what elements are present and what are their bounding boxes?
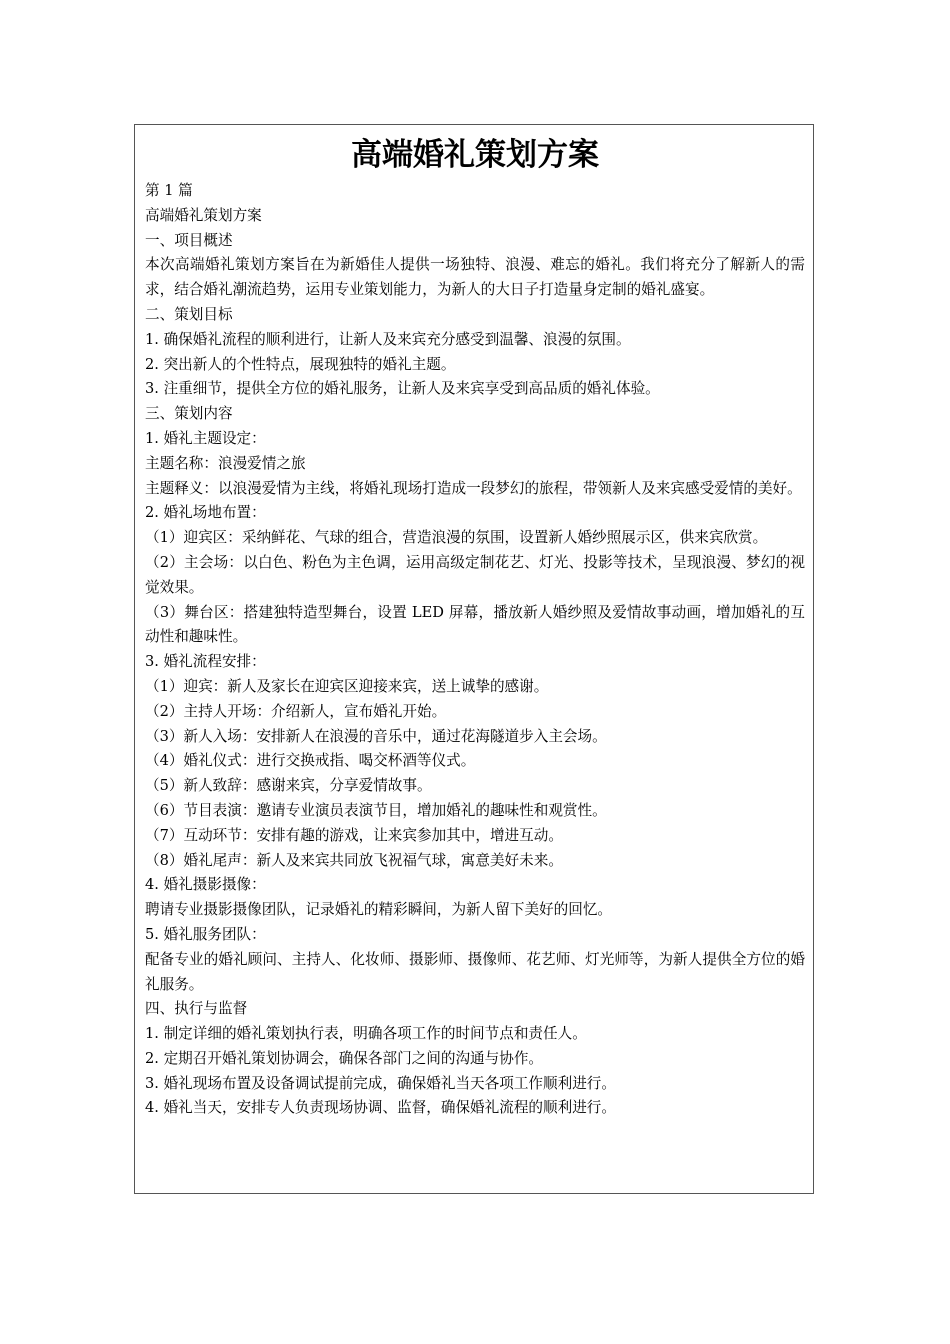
body-paragraph: （3）舞台区：搭建独特造型舞台，设置 LED 屏幕，播放新人婚纱照及爱情故事动画，增加婚礼的互动性和趣味性。 — [145, 603, 805, 646]
body-line: 聘请专业摄影摄像团队，记录婚礼的精彩瞬间，为新人留下美好的回忆。 — [145, 901, 613, 919]
body-paragraph: （2）主会场：以白色、粉色为主色调，运用高级定制花艺、灯光、投影等技术，呈现浪漫、梦幻的视觉效果。 — [145, 553, 805, 596]
body-line: （8）婚礼尾声：新人及来宾共同放飞祝福气球，寓意美好未来。 — [145, 851, 563, 869]
body-line: 5. 婚礼服务团队： — [145, 925, 266, 943]
body-paragraph: （1）迎宾区：采纳鲜花、气球的组合，营造浪漫的氛围，设置新人婚纱照展示区，供来宾欣赏。 — [145, 529, 768, 547]
body-line: 主题名称：浪漫爱情之旅 — [145, 454, 306, 472]
body-line: 3. 注重细节，提供全方位的婚礼服务，让新人及来宾享受到高品质的婚礼体验。 — [145, 380, 660, 398]
body-line: 1. 确保婚礼流程的顺利进行，让新人及来宾充分感受到温馨、浪漫的氛围。 — [145, 330, 631, 348]
body-line: （7）互动环节：安排有趣的游戏，让来宾参加其中，增进互动。 — [145, 826, 563, 844]
body-line: 3. 婚礼现场布置及设备调试提前完成，确保婚礼当天各项工作顺利进行。 — [145, 1074, 616, 1092]
body-paragraph: 配备专业的婚礼顾问、主持人、化妆师、摄影师、摄像师、花艺师、灯光师等，为新人提供全方位的婚礼服务。 — [145, 950, 805, 993]
body-line: 4. 婚礼当天，安排专人负责现场协调、监督，确保婚礼流程的顺利进行。 — [145, 1099, 616, 1117]
body-line: 2. 定期召开婚礼策划协调会，确保各部门之间的沟通与协作。 — [145, 1049, 544, 1067]
body-line: 三、策划内容 — [145, 405, 233, 423]
body-line: 3. 婚礼流程安排： — [145, 653, 266, 671]
body-line: 2. 婚礼场地布置： — [145, 504, 266, 522]
body-line: 高端婚礼策划方案 — [145, 206, 262, 224]
body-line: 第 1 篇 — [145, 182, 193, 199]
document-body — [145, 179, 805, 1121]
body-line: 二、策划目标 — [145, 305, 233, 323]
body-line: （5）新人致辞：感谢来宾，分享爱情故事。 — [145, 777, 432, 795]
body-line: （6）节目表演：邀请专业演员表演节目，增加婚礼的趣味性和观赏性。 — [145, 801, 607, 819]
body-paragraph: 主题释义：以浪漫爱情为主线，将婚礼现场打造成一段梦幻的旅程，带领新人及来宾感受爱情的美好。 — [145, 479, 802, 497]
body-line: 4. 婚礼摄影摄像： — [145, 876, 266, 894]
body-line: （1）迎宾：新人及家长在迎宾区迎接来宾，送上诚挚的感谢。 — [145, 677, 549, 695]
document-frame — [134, 124, 814, 1194]
document-title: 高端婚礼策划方案 — [351, 137, 599, 173]
body-line: 四、执行与监督 — [145, 1000, 248, 1018]
body-line: （2）主持人开场：介绍新人，宣布婚礼开始。 — [145, 702, 447, 720]
body-line: 一、项目概述 — [145, 231, 233, 249]
body-line: 2. 突出新人的个性特点，展现独特的婚礼主题。 — [145, 355, 456, 373]
body-line: （3）新人入场：安排新人在浪漫的音乐中，通过花海隧道步入主会场。 — [145, 727, 607, 745]
body-line: （4）婚礼仪式：进行交换戒指、喝交杯酒等仪式。 — [145, 752, 476, 770]
body-line: 1. 制定详细的婚礼策划执行表，明确各项工作的时间节点和责任人。 — [145, 1025, 587, 1043]
body-paragraph: 本次高端婚礼策划方案旨在为新婚佳人提供一场独特、浪漫、难忘的婚礼。我们将充分了解新人的需求，结合婚礼潮流趋势，运用专业策划能力，为新人的大日子打造量身定制的婚礼盛宴。 — [145, 256, 805, 299]
body-line: 1. 婚礼主题设定： — [145, 429, 266, 447]
